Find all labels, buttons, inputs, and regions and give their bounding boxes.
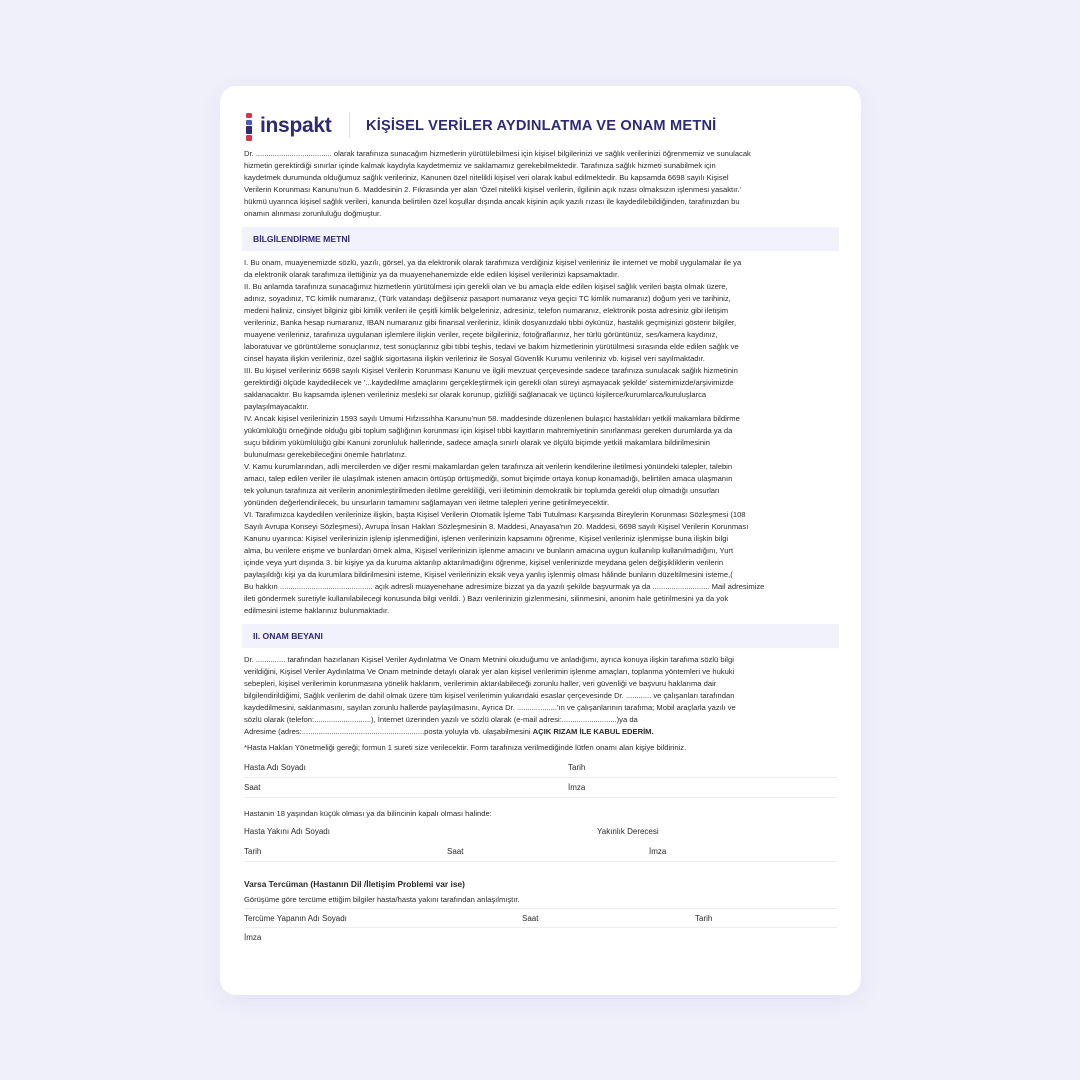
translator-signature-row <box>244 928 837 948</box>
patient-rights-note: *Hasta Hakları Yönetmeliği gereği; formun 1 sureti size verilecektir. Form tarafınıza verilmediğinde lütfen onamı alan kişiye bildiriniz. <box>244 743 687 752</box>
patient-name-label: Hasta Adı Soyadı <box>244 763 306 772</box>
patient-time-label: Saat <box>244 783 261 792</box>
document-title: KİŞİSEL VERİLER AYDINLATMA VE ONAM METNİ <box>366 118 717 134</box>
section-heading-information: BİLGİLENDİRME METNİ <box>242 227 839 251</box>
document-body <box>244 148 837 948</box>
intro-paragraph: Dr. .................................... olarak tarafınıza sunacağım hizmetlerin yürütülebilmesi için kişisel bilgilerinizi ve sağlık verilerinizi öğrenmemiz ve sunulacak hizmetin gerektirdiği sınırlar içinde kalmak kaydıyla kaydetmemiz ve saklamamız gerekebilmektedir. Tarafınıza sağlık hizmeti sunabilmek için kaydetmek durumunda olduğumuz sağlık verileriniz, Kanunen özel nitelikli kişisel veri olarak kabul edilmektedir. Bu kapsamda 6698 sayılı Kişisel Verilerin Korunması Kanunu'nun 6. Maddesinin 2. Fıkrasında yer alan 'Özel nitelikli kişisel verilerin, ilgilinin açık rızası olmaksızın işlenmesi yasaktır.' hükmü uyarınca kişisel sağlık verileri, kanunda belirtilen özel koşullar dışında ancak kişinin açık yazılı rızası ile kaydedilebildiğinden, tarafınızdan bu onamın alınması zorunluluğu doğmuştur. <box>244 149 751 218</box>
section-heading-consent: II. ONAM BEYANI <box>242 624 839 648</box>
translator-signature-label: İmza <box>244 933 262 942</box>
translator-date-label: Tarih <box>695 914 713 923</box>
consent-body: Dr. .............. tarafından hazırlanan Kişisel Veriler Aydınlatma Ve Onam Metnini okuduğumu ve anladığımı, ayrıca konuya ilişkin tarafıma sözlü bilgi verildiğini, Kişisel Veriler Aydınlatma Ve Onam metninde detaylı olarak yer alan kişisel verilerimin işlenme amaçları, toplanma yöntemleri ve hukuki sebepleri, kişisel verilerimin korunmasına yönelik haklarım, verilerimin aktarılabileceği zorunlu haller, veri güvenliği ve başvuru haklarıma dair bilgilendirildiğimi, Sağlık verilerim de dahil olmak üzere tüm kişisel verilerimin yukarıdaki esaslar çerçevesinde Dr. ............ ve çalışanları tarafından kaydedilmesini, saklanmasını, sayılan zorunlu hallerde paylaşılmasını, Ayrıca Dr. ...................'ın ve çalışanlarının tarafıma; Mobil araçlarla yazılı ve sözlü olarak (telefon:...........................), İnternet üzerinden yazılı ve sözlü olarak (e-mail adresi:..........................)ya da Adresime (adres:..........................................................posta yoluyla vb. ulaşabilmesini <box>244 655 736 736</box>
relation-label: Yakınlık Derecesi <box>597 827 659 836</box>
relative-signature-label: İmza <box>649 847 667 856</box>
header-divider <box>349 112 350 138</box>
translator-note: Görüşüme göre tercüme ettiğim bilgiler hasta/hasta yakını tarafından anlaşılmıştır. <box>244 895 520 904</box>
brand-name: inspakt <box>260 114 332 137</box>
information-text: I. Bu onam, muayenemizde sözlü, yazılı, görsel, ya da elektronik olarak tarafımıza verdiğiniz kişisel verileriniz ile internet ve mobil uygulamalar ile ya da elektronik olarak tarafımıza ilettiğiniz ya da muayenehanemizde elde edilen kişisel verilerinizi kapsamaktadır. II. Bu anlamda tarafınıza sunacağımız hizmetlerin yürütülmesi için gerekli olan ve bu amaçla elde edilen kişisel sağlık verileri başta olmak üzere, adınız, soyadınız, TC kimlik numaranız, (Türk vatandaşı değilseniz pasaport numaranız veya geçici TC kimlik numaranız) doğum yeri ve tarihiniz, medeni haliniz, cinsiyet bilginiz gibi kimlik verileri ile çeşitli kimlik belgeleriniz, adresiniz, telefon numaranız, elektronik posta adresiniz gibi iletişim verileriniz, Banka hesap numaranız, IBAN numaranız gibi finansal verileriniz, klinik dosyanızdaki tıbbi öykünüz, hastalık geçmişinizi gösterir bilgiler, muayene verileriniz, tarafınıza uygulanan işlemlere ilişkin veriler, reçete bilgileriniz, fotoğraflarınız, her türlü görüntünüz, ses/kamera kaydınız, laboratuvar ve görüntüleme sonuçlarınız, test sonuçlarınız gibi tıbbi teşhis, tedavi ve bakım hizmetlerinin yürütülmesi sırasında elde edilen sağlık ve cinsel hayata ilişkin verileriniz, özel sağlık sigortasına ilişkin verileriniz ile Sosyal Güvenlik Kurumu verileriniz vb. kişisel veri sayılmaktadır. III. Bu kişisel verileriniz 6698 sayılı Kişisel Verilerin Korunması Kanunu ve ilgili mevzuat çerçevesinde sadece tarafınıza sunulacak sağlık hizmetinin gerektirdiği ölçüde kaydedilecek ve '...kaydedilme amaçlarını gerçekleştirmek için gerekli olan süreyi aşmayacak şekilde' sistemimizde/arşivimizde saklanacaktır. Bu kapsamda işlenen verileriniz mesleki sır olarak korunup, gizliliği sağlanacak ve üçüncü kişilerce/kurumlarca/kuruluşlarca paylaşılmayacaktır. IV. Ancak kişisel verilerinizin 1593 sayılı Umumi Hıfzıssıhha Kanunu'nun 58. maddesinde düzenlenen bulaşıcı hastalıkları yetkili makamlara bildirme yükümlülüğü örneğinde olduğu gibi toplum sağlığının korunması için kişisel tıbbi kayıtların mahremiyetinin sınırlanması gereken durumlarda ya da suçu bildirim yükümlülüğü gibi Kanuni zorunluluk hallerinde, sadece amaçla sınırlı olarak ve ölçülü biçimde yetkili makamlara bildirilmesinin bulunulması gerekebileceğini önemle hatırlatırız. V. Kamu kurumlarından, adli mercilerden ve diğer resmi makamlardan gelen tarafınıza ait verilerin kendilerine iletilmesi yönündeki talepler, talebin amacı, talep edilen veriler ile ulaşılmak istenen amacın örtüşüp örtüşmediği, somut biçimde ortaya konup konamadığı, belirtilen amaca ulaşmanın tek yolunun tarafınıza ait verilerin anonimleştirilmeden iletilme gerekliliği, veri iletiminin demokratik bir toplumda gerekli olup olmadığı unsurları yönünden değerlendirilecek, bu unsurların tamamını sağlamayan veri iletme talepleri yerine getirilmeyecektir. VI. Tarafımızca kaydedilen verilerinize ilişkin, başta Kişisel Verilerin Otomatik İşleme Tabi Tutulması Karşısında Bireylerin Korunması Sözleşmesi (108 Sayılı Avrupa Konseyi Sözleşmesi), Avrupa İnsan Hakları Sözleşmesinin 8. Maddesi, Anayasa'nın 20. Maddesi, 6698 sayılı Kişisel Verilerin Korunması Kanunu uyarınca: Kişisel verilerinizin işlenip işlenmediğini, işlenen verilerinizin kapsamını öğrenme, Kişisel verileriniz işlenmişse buna ilişkin bilgi alma, bu verilere erişme ve bunlardan örnek alma, Kişisel verilerinizin işlenme amacını ve bunların amacına uygun kullanılıp kullanılmadığını, Yurt içinde veya yurt dışında 3. bir kişiye ya da kuruma aktarılıp aktarılmadığını öğrenme, kişisel verilerinizde meydana gelen değişikliklerin verilerin paylaşıldığı kişi ya da kurumlara bildirilmesini isteme, Kişisel verilerinizin eksik veya yanlış işlenmiş olması hâlinde bunların düzeltilmesini isteme,( Bu hakkın ............................................ açık adresli muayenehane adresimize bizzat ya da yazılı şekilde başvurmak ya da ........................... Mail adresimize ileti göndermek suretiyle kullanılabilecegi konusunda bilgi verildi. ) Bazı verilerinizin gizlenmesini, silinmesini, anonim hale getirilmesini ya da yok edilmesini isteme haklarınız bulunmaktadır. <box>244 258 765 615</box>
consent-text <box>244 654 837 738</box>
translator-name-label: Tercüme Yapanın Adı Soyadı <box>244 914 347 923</box>
relative-row <box>244 822 837 842</box>
document-header <box>243 110 838 142</box>
minor-patient-note: Hastanın 18 yaşından küçük olması ya da bilincinin kapalı olması halinde: <box>244 809 492 818</box>
patient-signature-label: İmza <box>568 783 586 792</box>
translator-row <box>244 908 837 928</box>
consent-acceptance: AÇIK RIZAM İLE KABUL EDERİM. <box>532 727 654 736</box>
relative-name-label: Hasta Yakını Adı Soyadı <box>244 827 330 836</box>
relative-time-label: Saat <box>447 847 464 856</box>
logo-mark-icon <box>244 113 254 141</box>
translator-time-label: Saat <box>522 914 539 923</box>
document-card <box>220 86 861 995</box>
relative-date-row <box>244 842 837 862</box>
patient-name-row <box>244 758 837 778</box>
patient-date-label: Tarih <box>568 763 586 772</box>
relative-date-label: Tarih <box>244 847 262 856</box>
translator-heading: Varsa Tercüman (Hastanın Dil /İletişim Problemi var ise) <box>244 879 465 889</box>
patient-time-row <box>244 778 837 798</box>
